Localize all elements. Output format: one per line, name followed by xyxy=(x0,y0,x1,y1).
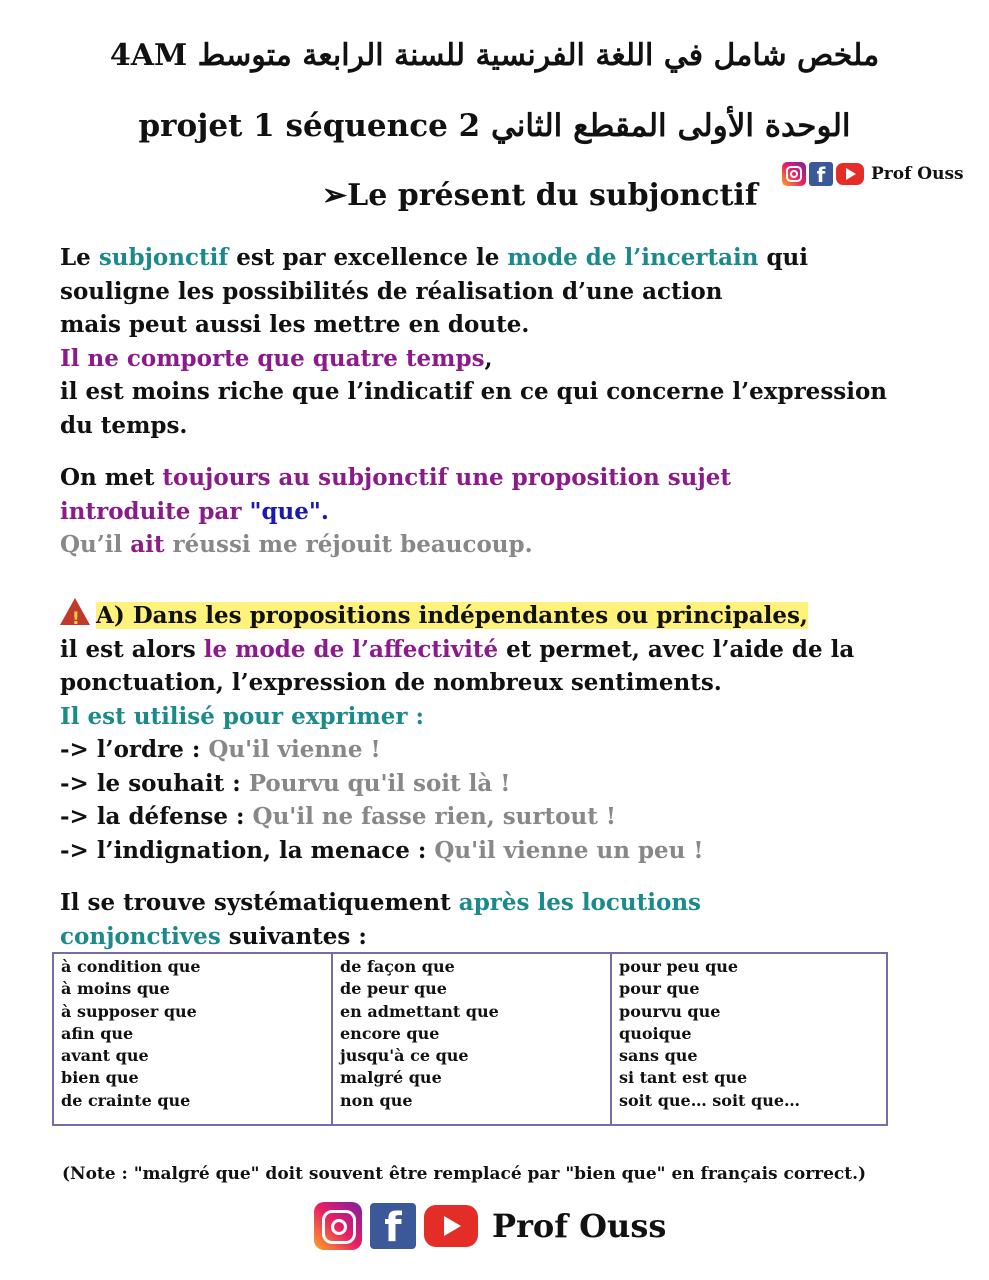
usage-example: Qu'il ne fasse rien, surtout ! xyxy=(252,803,616,830)
que-rule-text: toujours au subjonctif une proposition sujet introduite par xyxy=(60,464,731,525)
text: , xyxy=(484,344,493,372)
usage-label: -> le souhait : xyxy=(60,769,249,797)
text: Qu’il xyxy=(60,531,131,558)
term-subjonctif: subjonctif xyxy=(98,244,229,271)
locution-item: à supposer que xyxy=(61,1001,197,1021)
brand-social-footer xyxy=(314,1202,666,1250)
facebook-icon: f xyxy=(370,1203,416,1249)
youtube-icon xyxy=(836,163,864,185)
brand-social-small xyxy=(782,162,964,186)
que-paragraph xyxy=(60,461,860,562)
usage-item xyxy=(60,767,920,801)
title-line-2: الوحدة الأولى المقطع الثاني projet 1 séquence 2 xyxy=(138,108,851,144)
facebook-icon: f xyxy=(809,162,833,186)
instagram-icon xyxy=(782,162,806,186)
locution-item: en admettant que xyxy=(340,1001,499,1021)
term-affectivite: le mode de l’affectivité xyxy=(203,635,499,663)
text: ponctuation, l’expression de nombreux sentiments. xyxy=(60,669,722,696)
usage-item xyxy=(60,733,920,767)
locutions-table xyxy=(52,952,888,1126)
locution-item: malgré que xyxy=(340,1068,442,1088)
page-heading xyxy=(322,178,758,213)
locution-item: afin que xyxy=(61,1023,134,1043)
text: il est alors xyxy=(60,635,204,663)
text: est par excellence le xyxy=(228,244,508,271)
locution-item: jusqu'à ce que xyxy=(340,1046,469,1066)
locution-item: pour que xyxy=(619,979,700,999)
locution-item: bien que xyxy=(61,1068,139,1088)
usage-item xyxy=(60,834,920,868)
intro-paragraph xyxy=(60,241,900,442)
section-a-title: A) Dans les propositions indépendantes ou principales, xyxy=(96,602,808,629)
locution-item: sans que xyxy=(619,1046,698,1066)
text: suivantes : xyxy=(220,922,367,950)
text: conjonctives xyxy=(60,922,221,950)
locutions-intro xyxy=(60,886,860,953)
usage-example: Qu'il vienne ! xyxy=(208,736,381,763)
locution-item: si tant est que xyxy=(619,1068,748,1088)
locutions-column xyxy=(53,953,332,1125)
locution-item: à condition que xyxy=(61,957,201,976)
text: Il se trouve systématiquement xyxy=(60,889,459,916)
warning-icon xyxy=(60,598,90,625)
text: qui xyxy=(758,244,809,271)
locution-item: de peur que xyxy=(340,979,447,999)
locution-item: pourvu que xyxy=(619,1001,721,1021)
locution-item: soit que… soit que… xyxy=(619,1090,801,1110)
usage-item xyxy=(60,800,920,834)
four-tenses-text: Il ne comporte que quatre temps xyxy=(60,344,485,372)
usage-label: -> l’indignation, la menace : xyxy=(60,836,435,864)
locution-item: de façon que xyxy=(340,957,455,976)
usage-label: -> l’ordre : xyxy=(60,736,209,763)
locution-item: non que xyxy=(340,1090,413,1110)
text: On met xyxy=(60,464,163,491)
locution-item: avant que xyxy=(61,1046,149,1066)
text: et permet, avec l’aide de la xyxy=(498,635,855,663)
text: mais peut aussi les mettre en doute. xyxy=(60,311,530,338)
usage-example: Qu'il vienne un peu ! xyxy=(434,836,704,864)
heading-arrow-icon: ➢ xyxy=(322,178,348,213)
note-text: (Note : "malgré que" doit souvent être remplacé par "bien que" en français correct.) xyxy=(62,1164,867,1184)
locution-item: encore que xyxy=(340,1023,440,1043)
heading-text: Le présent du subjonctif xyxy=(347,178,758,213)
text: Le xyxy=(60,244,99,271)
locution-item: à moins que xyxy=(61,979,170,999)
text: il est moins riche que l’indicatif en ce qui concerne l’expression du temps. xyxy=(60,378,888,439)
usage-label: -> la défense : xyxy=(60,803,253,830)
title-line-1: ملخص شامل في اللغة الفرنسية للسنة الرابعة متوسط 4AM xyxy=(109,38,880,73)
text: souligne les possibilités de réalisation d’une action xyxy=(60,277,723,305)
text: réussi me réjouit beaucoup. xyxy=(164,531,533,558)
text: après les locutions xyxy=(458,889,701,916)
brand-name: Prof Ouss xyxy=(871,164,964,184)
example-sentence xyxy=(60,528,860,562)
locution-item: de crainte que xyxy=(61,1090,191,1110)
section-a xyxy=(60,598,920,867)
locution-item: pour peu que xyxy=(619,957,739,976)
brand-name: Prof Ouss xyxy=(492,1207,667,1245)
locution-item: quoique xyxy=(619,1023,692,1043)
instagram-icon xyxy=(314,1202,362,1250)
locutions-column xyxy=(611,953,887,1125)
usage-title: Il est utilisé pour exprimer : xyxy=(60,702,425,730)
usage-example: Pourvu qu'il soit là ! xyxy=(248,769,511,797)
locutions-column xyxy=(332,953,611,1125)
example-verb: ait xyxy=(130,531,165,558)
youtube-icon xyxy=(424,1205,478,1247)
term-mode-incertain: mode de l’incertain xyxy=(507,244,759,271)
que-word: "que". xyxy=(249,497,329,525)
